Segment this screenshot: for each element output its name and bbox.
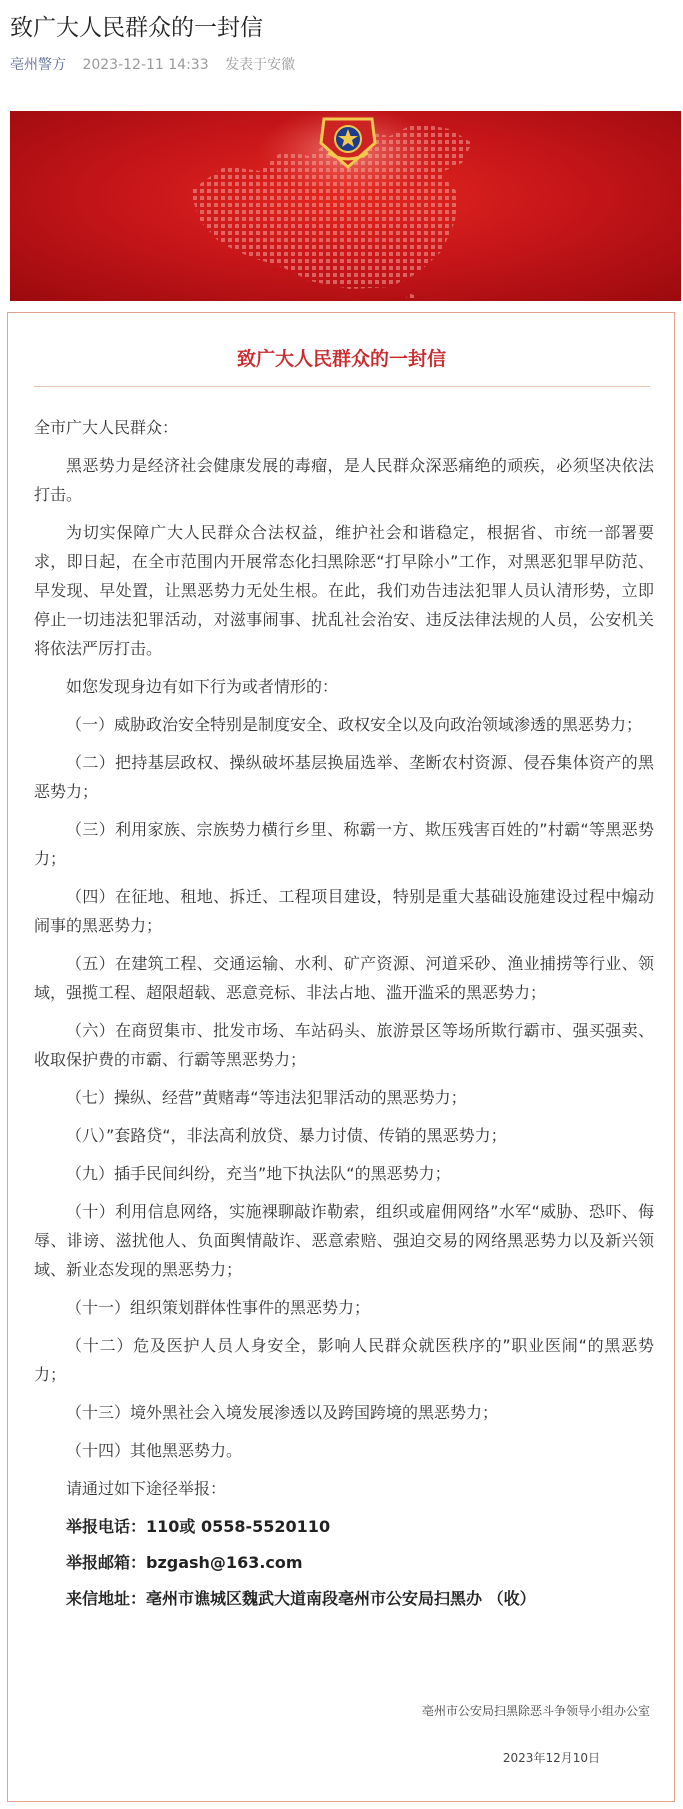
intro-paragraph: 黑恶势力是经济社会健康发展的毒瘤，是人民群众深恶痛绝的顽疾，必须坚决依法打击。 xyxy=(34,456,654,504)
salutation: 全市广大人民群众： xyxy=(34,418,179,437)
list-item: （五）在建筑工程、交通运输、水利、矿产资源、河道采砂、渔业捕捞等行业、领域，强揽工程、超限超载、恶意竞标、非法占地、滥开滥采的黑恶势力； xyxy=(34,954,654,1002)
signature-org: 亳州市公安局扫黑除恶斗争领导小组办公室 xyxy=(421,1704,650,1718)
publish-time: 2023-12-11 14:33 xyxy=(82,57,209,73)
heading-divider xyxy=(34,386,650,387)
header-banner-image xyxy=(10,111,681,301)
report-phone[interactable]: 举报电话：110或 0558-5520110 xyxy=(66,1517,331,1536)
signature-date: 2023年12月10日 xyxy=(502,1751,600,1765)
letter-heading: 致广大人民群众的一封信 xyxy=(236,348,446,370)
list-item: （十四）其他黑恶势力。 xyxy=(66,1441,243,1460)
letter-body xyxy=(34,413,654,1620)
list-item: （八）”套路贷“，非法高利放贷、暴力讨债、传销的黑恶势力； xyxy=(66,1126,507,1145)
list-item: （九）插手民间纠纷，充当”地下执法队“的黑恶势力； xyxy=(66,1164,451,1183)
list-item: （十一）组织策划群体性事件的黑恶势力； xyxy=(66,1298,371,1317)
list-item: （七）操纵、经营”黄赌毒“等违法犯罪活动的黑恶势力； xyxy=(66,1088,467,1107)
account-name-link[interactable]: 亳州警方 xyxy=(10,57,66,73)
list-item: （一）威胁政治安全特别是制度安全、政权安全以及向政治领域渗透的黑恶势力； xyxy=(66,715,643,734)
list-item: （十）利用信息网络，实施裸聊敲诈勒索，组织或雇佣网络”水军“威胁、恐吓、侮辱、诽谤、滋扰他人、负面舆情敲诈、恶意索赔、强迫交易的网络黑恶势力以及新兴领域、新业态发现的黑恶势力； xyxy=(34,1202,654,1279)
list-item: （十二）危及医护人员人身安全，影响人民群众就医秩序的”职业医闹“的黑恶势力； xyxy=(34,1336,654,1384)
list-item: （四）在征地、租地、拆迁、工程项目建设，特别是重大基础设施建设过程中煽动闹事的黑恶势力； xyxy=(34,887,654,935)
list-item: （六）在商贸集市、批发市场、车站码头、旅游景区等场所欺行霸市、强买强卖、收取保护费的市霸、行霸等黑恶势力； xyxy=(34,1021,654,1069)
report-address: 来信地址：亳州市谯城区魏武大道南段亳州市公安局扫黑办 （收） xyxy=(66,1589,536,1608)
report-intro: 请通过如下途径举报： xyxy=(66,1479,227,1498)
notice-paragraph: 为切实保障广大人民群众合法权益，维护社会和谐稳定，根据省、市统一部署要求，即日起，在全市范围内开展常态化扫黑除恶“打早除小”工作，对黑恶犯罪早防范、早发现、早处置，让黑恶势力无处生根。在此，我们劝告违法犯罪人员认清形势，立即停止一切违法犯罪活动，对滋事闹事、扰乱社会治安、违反法律法规的人员，公安机关将依法严厉打击。 xyxy=(34,523,654,658)
report-email[interactable]: 举报邮箱：bzgash@163.com xyxy=(66,1553,303,1572)
list-item: （二）把持基层政权、操纵破坏基层换届选举、垄断农村资源、侵吞集体资产的黑恶势力； xyxy=(34,753,654,801)
publish-location: 发表于安徽 xyxy=(225,57,296,73)
article-meta xyxy=(10,55,295,75)
list-item: （十三）境外黑社会入境发展渗透以及跨国跨境的黑恶势力； xyxy=(66,1403,499,1422)
list-intro: 如您发现身边有如下行为或者情形的： xyxy=(66,677,339,696)
article-title: 致广大人民群众的一封信 xyxy=(10,15,263,41)
list-item: （三）利用家族、宗族势力横行乡里、称霸一方、欺压残害百姓的”村霸“等黑恶势力； xyxy=(34,820,654,868)
